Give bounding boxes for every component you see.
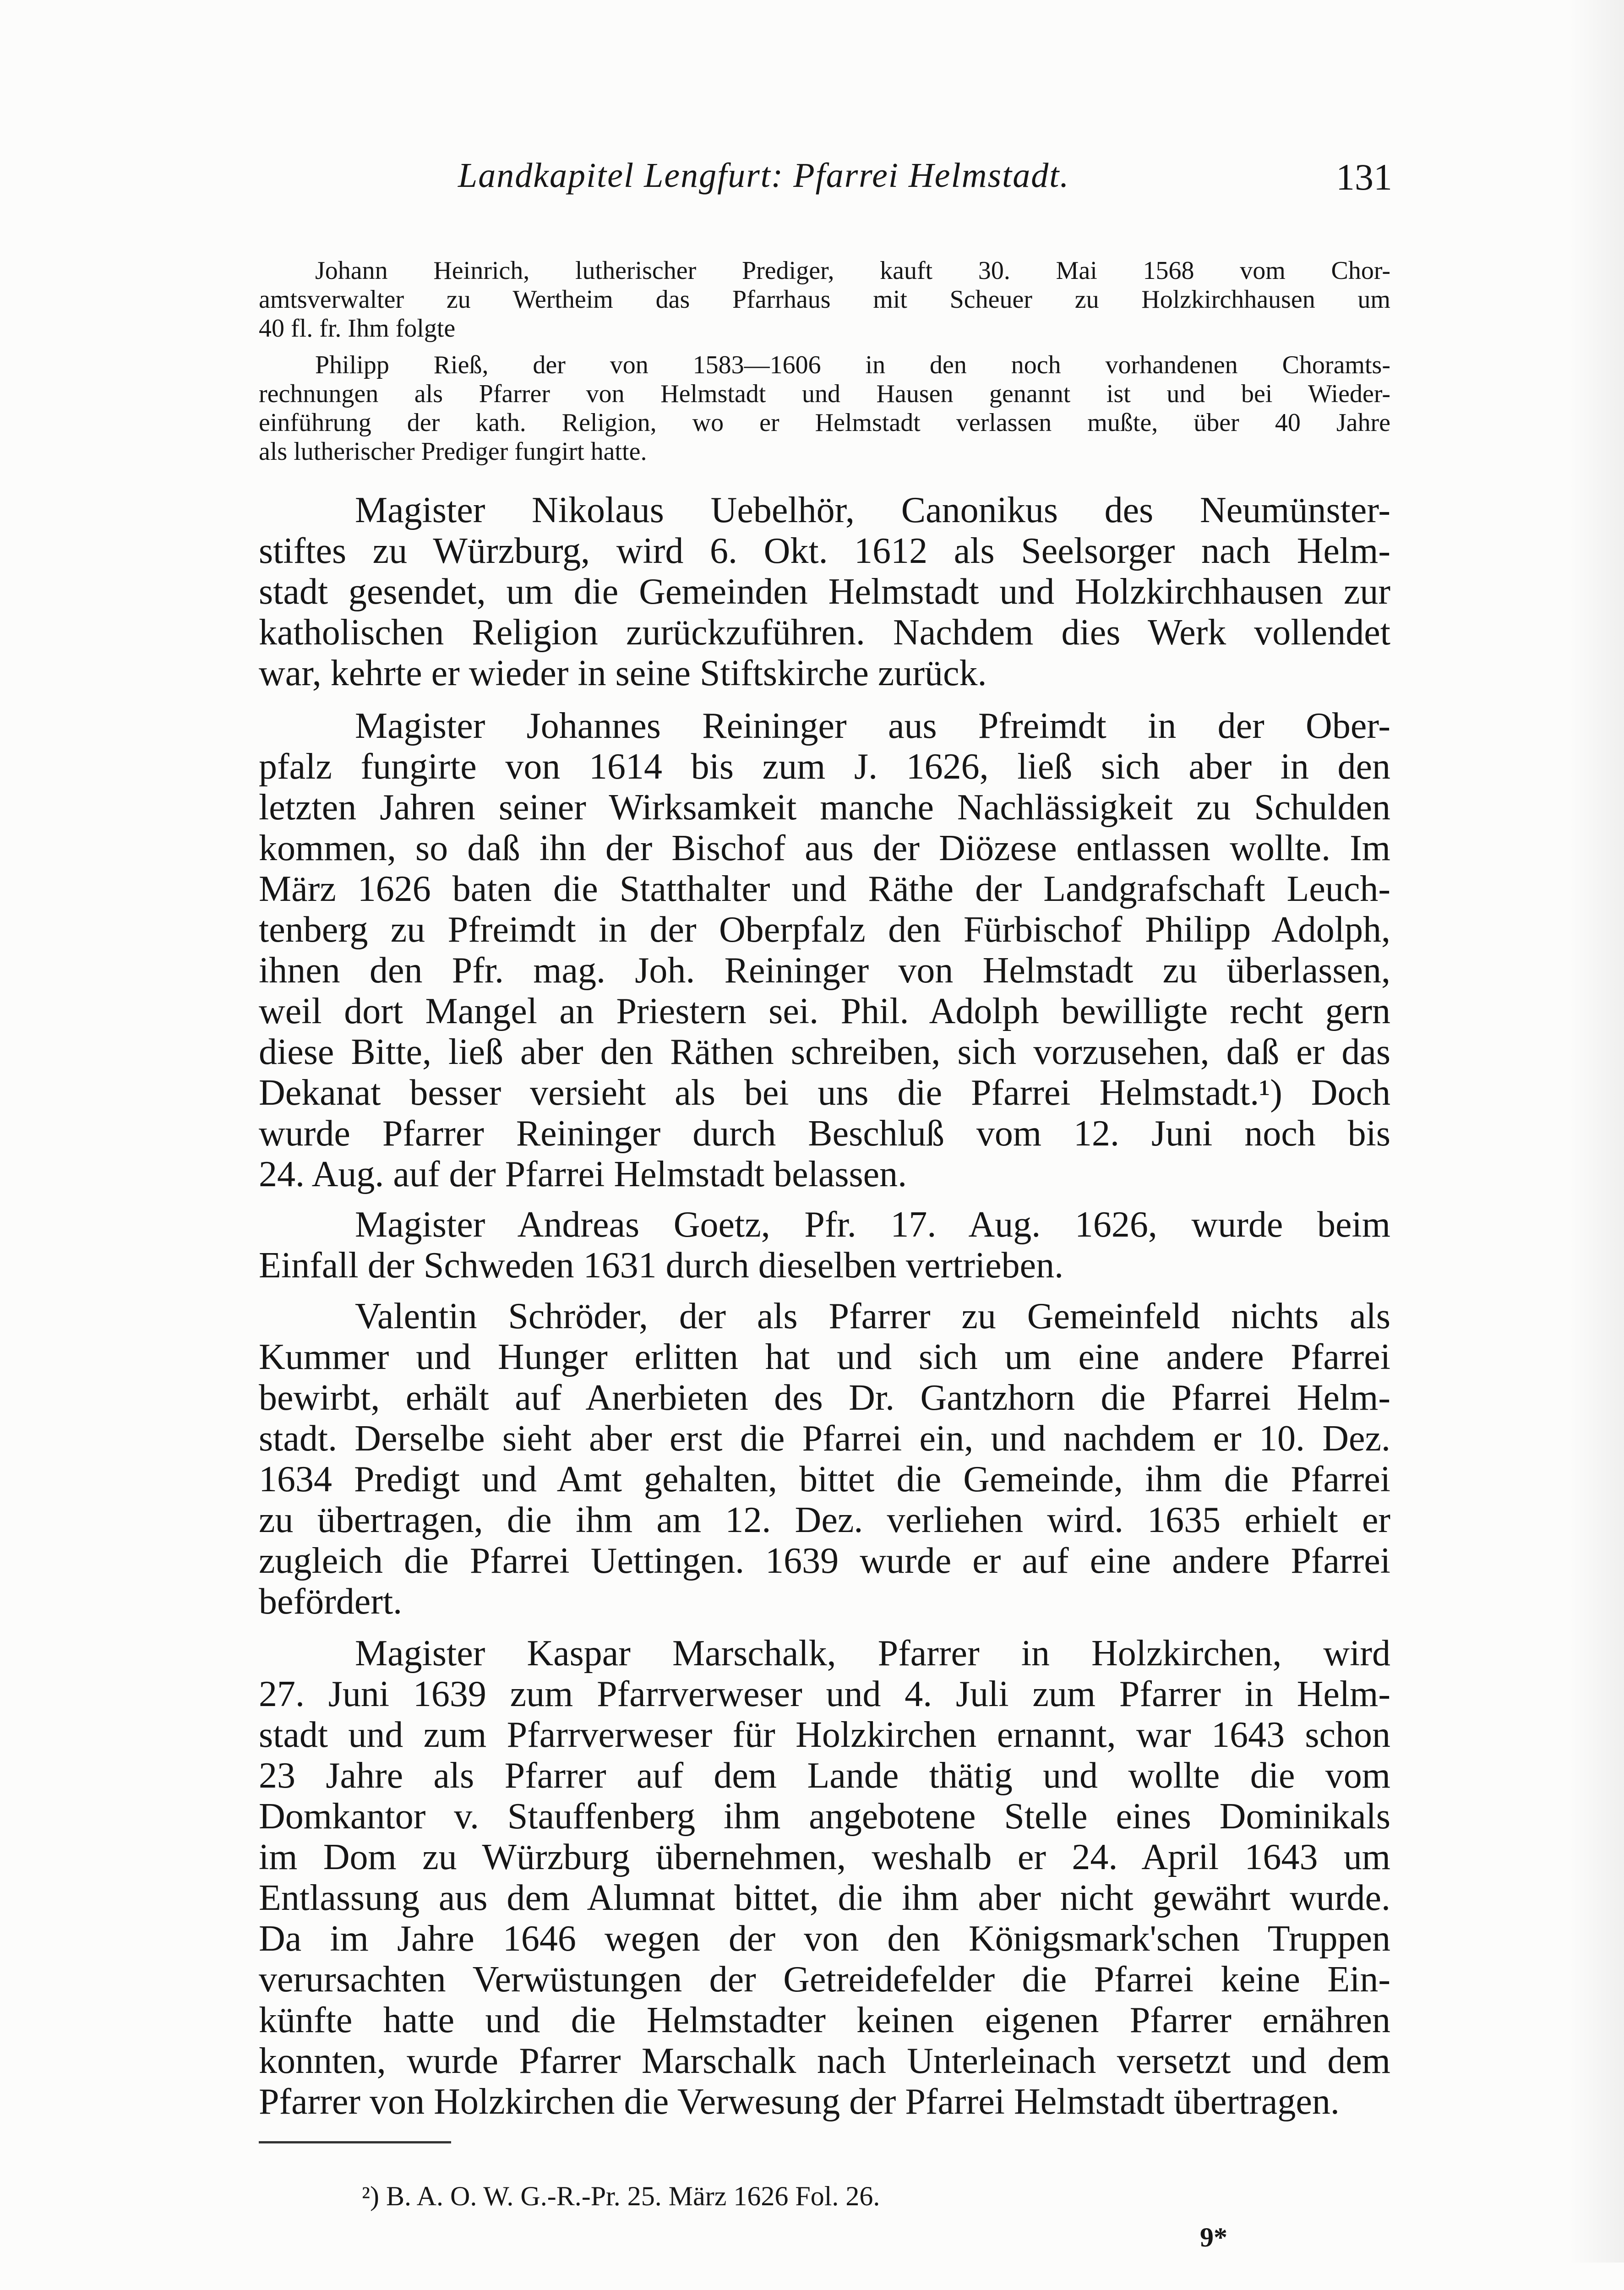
paragraph [259,1296,1390,1622]
text-line: Valentin Schröder, der als Pfarrer zu Gemeinfeld nichts als [355,1296,1390,1336]
text-line: 23 Jahre als Pfarrer auf dem Lande thätig und wollte die vom [259,1756,1390,1796]
text-line: künfte hatte und die Helmstadter keinen eigenen Pfarrer ernähren [259,2000,1390,2040]
text-line: Dekanat besser versieht als bei uns die Pfarrei Helmstadt.¹) Doch [259,1073,1390,1113]
text-line: Einfall der Schweden 1631 durch dieselben vertrieben. [259,1245,1064,1286]
text-line: Philipp Rieß, der von 1583—1606 in den noch vorhandenen Choramts- [315,351,1390,379]
text-line: einführung der kath. Religion, wo er Helmstadt verlassen mußte, über 40 Jahre [259,409,1390,437]
text-line: stiftes zu Würzburg, wird 6. Okt. 1612 als Seelsorger nach Helm- [259,531,1390,571]
text-line: Entlassung aus dem Alumnat bittet, die ihm aber nicht gewährt wurde. [259,1878,1390,1918]
text-line: weil dort Mangel an Priestern sei. Phil. Adolph bewilligte recht gern [259,991,1390,1031]
text-line: Pfarrer von Holzkirchen die Verwesung der Pfarrei Helmstadt übertragen. [259,2082,1340,2122]
text-line: pfalz fungirte von 1614 bis zum J. 1626, ließ sich aber in den [259,747,1390,787]
text-line: 1634 Predigt und Amt gehalten, bittet die Gemeinde, ihm die Pfarrei [259,1459,1390,1499]
running-head: Landkapitel Lengfurt: Pfarrei Helmstadt. [458,156,1070,195]
text-line: konnten, wurde Pfarrer Marschalk nach Unterleinach versetzt und dem [259,2041,1390,2081]
text-line: stadt und zum Pfarrverweser für Holzkirchen ernannt, war 1643 schon [259,1715,1390,1755]
text-line: Magister Kaspar Marschalk, Pfarrer in Holzkirchen, wird [355,1633,1390,1674]
text-line: Magister Nikolaus Uebelhör, Canonikus des Neumünster- [355,490,1390,530]
text-line: letzten Jahren seiner Wirksamkeit manche Nachlässigkeit zu Schulden [259,787,1390,828]
paragraph [259,1633,1390,2122]
text-line: im Dom zu Würzburg übernehmen, weshalb er 24. April 1643 um [259,1837,1390,1877]
text-line: rechnungen als Pfarrer von Helmstadt und Hausen genannt ist und bei Wieder- [259,380,1390,408]
text-line: zu übertragen, die ihm am 12. Dez. verliehen wird. 1635 erhielt er [259,1500,1390,1540]
text-line: befördert. [259,1581,403,1622]
text-line: stadt. Derselbe sieht aber erst die Pfarrei ein, und nachdem er 10. Dez. [259,1418,1390,1459]
text-line: ihnen den Pfr. mag. Joh. Reininger von Helmstadt zu überlassen, [259,950,1390,991]
page-header [458,156,1392,206]
paragraph [259,256,1390,343]
text-line: 24. Aug. auf der Pfarrei Helmstadt belassen. [259,1154,907,1194]
paragraph [259,490,1390,694]
paragraph [259,706,1390,1195]
footnote-rule [259,2141,451,2143]
text-line: kommen, so daß ihn der Bischof aus der Diözese entlassen wollte. Im [259,828,1390,868]
signature-mark: 9* [1200,2222,1227,2252]
text-line: Magister Johannes Reininger aus Pfreimdt in der Ober- [355,706,1390,746]
text-line: März 1626 baten die Statthalter und Räthe der Landgrafschaft Leuch- [259,869,1390,909]
text-line: Domkantor v. Stauffenberg ihm angebotene Stelle eines Dominikals [259,1796,1390,1837]
page-edge-shadow [1569,0,1624,2263]
text-line: diese Bitte, ließ aber den Räthen schreiben, sich vorzusehen, daß er das [259,1032,1390,1072]
text-line: Johann Heinrich, lutherischer Prediger, kauft 30. Mai 1568 vom Chor- [315,256,1390,285]
text-line: als lutherischer Prediger fungirt hatte. [259,437,647,466]
footnote: ²) B. A. O. W. G.-R.-Pr. 25. März 1626 Fol. 26. [362,2181,880,2211]
text-line: stadt gesendet, um die Gemeinden Helmstadt und Holzkirchhausen zur [259,572,1390,612]
text-line: 27. Juni 1639 zum Pfarrverweser und 4. Juli zum Pfarrer in Helm- [259,1674,1390,1714]
text-line: verursachten Verwüstungen der Getreidefelder die Pfarrei keine Ein- [259,1959,1390,2000]
text-line: amtsverwalter zu Wertheim das Pfarrhaus mit Scheuer zu Holzkirchhausen um [259,285,1390,314]
text-line: Kummer und Hunger erlitten hat und sich um eine andere Pfarrei [259,1337,1390,1377]
text-line: tenberg zu Pfreimdt in der Oberpfalz den Fürbischof Philipp Adolph, [259,910,1390,950]
text-line: wurde Pfarrer Reininger durch Beschluß vom 12. Juni noch bis [259,1113,1390,1154]
page-number: 131 [1336,156,1392,198]
text-line: zugleich die Pfarrei Uettingen. 1639 wurde er auf eine andere Pfarrei [259,1541,1390,1581]
text-line: war, kehrte er wieder in seine Stiftskirche zurück. [259,653,987,693]
paragraph [259,351,1390,466]
paragraph [259,1205,1390,1286]
text-line: katholischen Religion zurückzuführen. Nachdem dies Werk vollendet [259,612,1390,653]
text-line: bewirbt, erhält auf Anerbieten des Dr. Gantzhorn die Pfarrei Helm- [259,1378,1390,1418]
text-line: 40 fl. fr. Ihm folgte [259,314,456,343]
text-line: Magister Andreas Goetz, Pfr. 17. Aug. 1626, wurde beim [355,1205,1390,1245]
text-line: Da im Jahre 1646 wegen der von den Königsmark'schen Truppen [259,1919,1390,1959]
